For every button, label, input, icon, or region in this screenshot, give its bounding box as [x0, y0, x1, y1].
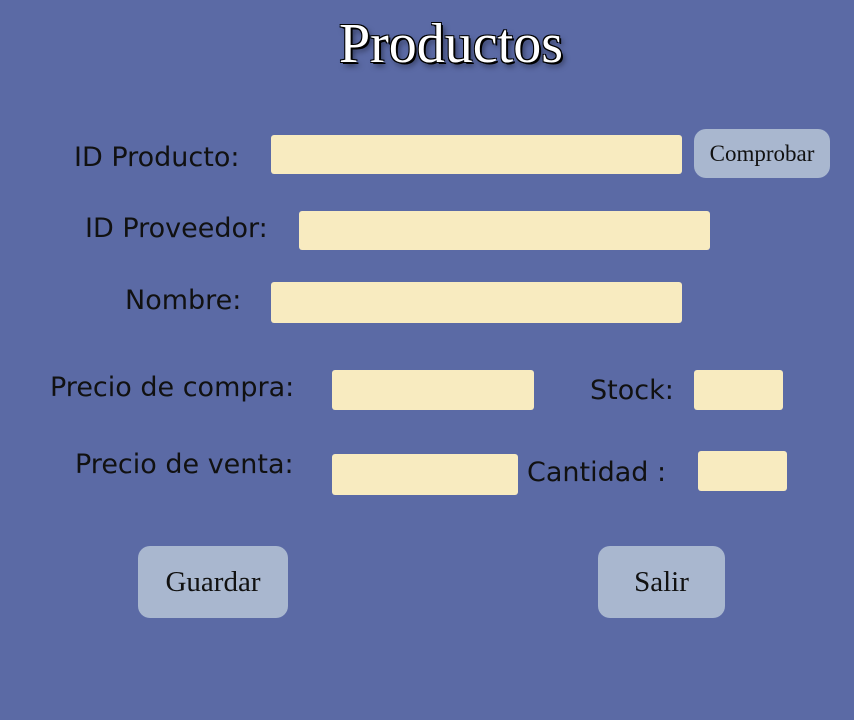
precio-compra-label: Precio de compra: [50, 372, 295, 403]
cantidad-label: Cantidad : [527, 457, 667, 488]
precio-venta-label: Precio de venta: [75, 449, 294, 480]
id-proveedor-label: ID Proveedor: [85, 213, 268, 244]
precio-venta-input[interactable] [332, 454, 518, 495]
nombre-label: Nombre: [125, 285, 242, 316]
stock-input[interactable] [694, 370, 783, 410]
nombre-input[interactable] [271, 282, 682, 323]
id-producto-label: ID Producto: [74, 142, 240, 173]
precio-compra-input[interactable] [332, 370, 534, 410]
cantidad-input[interactable] [698, 451, 787, 491]
salir-button[interactable]: Salir [598, 546, 725, 618]
id-proveedor-input[interactable] [299, 211, 710, 250]
comprobar-button[interactable]: Comprobar [694, 129, 830, 178]
stock-label: Stock: [590, 375, 674, 406]
guardar-button[interactable]: Guardar [138, 546, 288, 618]
page-title: Productos [339, 13, 563, 75]
id-producto-input[interactable] [271, 135, 682, 174]
